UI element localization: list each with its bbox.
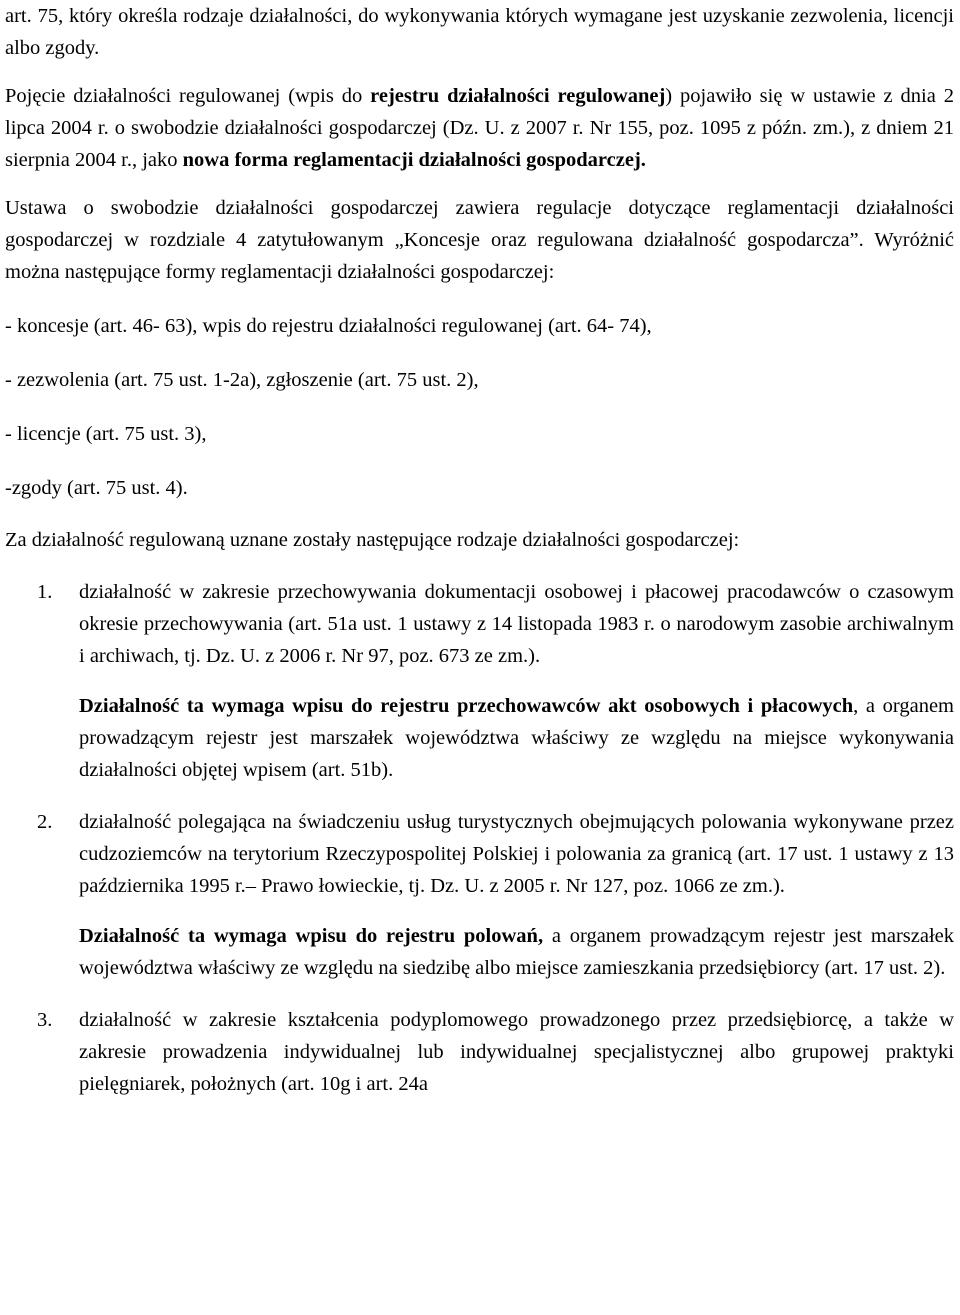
form-line-consents: -zgody (art. 75 ust. 4). bbox=[5, 477, 188, 499]
list-item bbox=[5, 1004, 954, 1100]
paragraph-text: Ustawa o swobodzie działalności gospodarczej zawiera regulacje dotyczące reglamentacji działalności gospodarczej w rozdziale 4 zatytułowanym „Koncesje oraz regulowana działalność gospodarcza”. Wyróżnić można następujące formy reglamentacji działalności gospodarczej: bbox=[5, 197, 954, 283]
list-number: 1. bbox=[37, 581, 53, 603]
list-number: 3. bbox=[37, 1009, 53, 1031]
paragraph-regulated-activity bbox=[5, 80, 954, 176]
paragraph-intro-continued bbox=[5, 0, 954, 64]
note-text: a organem prowadzącym rejestr jest marszałek województwa właściwy ze względu na siedzibę albo miejsce zamieszkania przedsiębiorcy (art. 17 ust. 2). bbox=[79, 925, 955, 979]
paragraph-regulated-types-intro: Za działalność regulowaną uznane zostały następujące rodzaje działalności gospodarczej: bbox=[5, 529, 740, 551]
paragraph-text: ) pojawiło się w ustawie z dnia 2 lipca 2004 r. o swobodzie działalności gospodarczej (Dz. U. z 2007 r. Nr 155, poz. 1095 z późn. zm.), z dniem 21 sierpnia 2004 r., jako bbox=[5, 85, 954, 171]
note-text: , a organem prowadzącym rejestr jest marszałek województwa właściwy ze względu na miejsce wykonywania działalności objętej wpisem (art. 51b). bbox=[79, 695, 954, 781]
bold-note: Działalność ta wymaga wpisu do rejestru polowań, bbox=[79, 925, 544, 947]
form-line-licenses: - licencje (art. 75 ust. 3), bbox=[5, 423, 207, 445]
list-item-note bbox=[79, 690, 954, 786]
list-number: 2. bbox=[37, 811, 53, 833]
list-item bbox=[5, 806, 954, 984]
bold-new-form: nowa forma reglamentacji działalności gospodarczej. bbox=[182, 149, 646, 171]
list-item-text: działalność polegająca na świadczeniu usług turystycznych obejmujących polowania wykonywane przez cudzoziemców na terytorium Rzeczypospolitej Polskiej i polowania za granicą (art. 17 ust. 1 ustawy z 13 października 1995 r.– Prawo łowieckie, tj. Dz. U. z 2005 r. Nr 127, poz. 1066 ze zm.). bbox=[79, 811, 954, 897]
form-line-permits: - zezwolenia (art. 75 ust. 1-2a), zgłoszenie (art. 75 ust. 2), bbox=[5, 369, 479, 391]
list-item-text: działalność w zakresie kształcenia podyplomowego prowadzonego przez przedsiębiorcę, a także w zakresie prowadzenia indywidualnej lub indywidualnej specjalistycznej albo grupowej praktyki pielęgniarek, położnych (art. 10g i art. 24a bbox=[79, 1009, 954, 1095]
paragraph-act-regulations bbox=[5, 192, 954, 288]
bold-register-name: rejestru działalności regulowanej bbox=[370, 85, 666, 107]
paragraph-text: art. 75, który określa rodzaje działalności, do wykonywania których wymagane jest uzyskanie zezwolenia, licencji albo zgody. bbox=[5, 5, 954, 59]
form-line-concessions: - koncesje (art. 46- 63), wpis do rejestru działalności regulowanej (art. 64- 74), bbox=[5, 315, 652, 337]
list-item-text: działalność w zakresie przechowywania dokumentacji osobowej i płacowej pracodawców o czasowym okresie przechowywania (art. 51a ust. 1 ustawy z 14 listopada 1983 r. o narodowym zasobie archiwalnym i archiwach, tj. Dz. U. z 2006 r. Nr 97, poz. 673 ze zm.). bbox=[79, 581, 954, 667]
list-item bbox=[5, 576, 954, 786]
paragraph-text: Pojęcie działalności regulowanej (wpis do bbox=[5, 85, 371, 107]
list-item-note bbox=[79, 920, 954, 984]
bold-note: Działalność ta wymaga wpisu do rejestru przechowawców akt osobowych i płacowych bbox=[79, 695, 854, 717]
